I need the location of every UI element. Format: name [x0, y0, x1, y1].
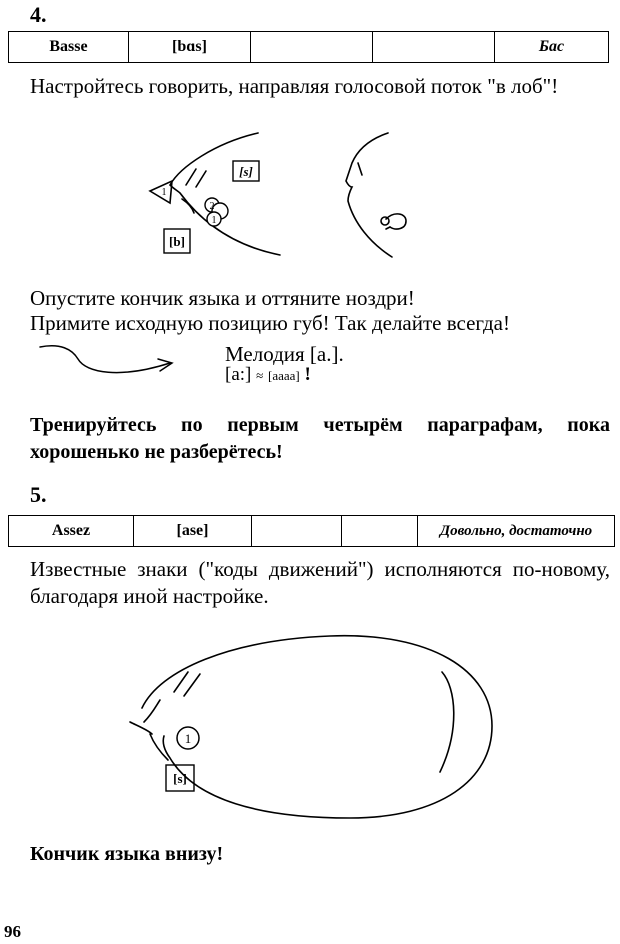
- word-cell: Assez: [9, 516, 134, 547]
- table-row: [9, 32, 609, 63]
- melody-bang: !: [304, 364, 311, 385]
- transcription-cell: [bɑs]: [129, 32, 251, 63]
- articulation-diagram-1: [130, 125, 450, 270]
- transcription-cell: [ase]: [134, 516, 252, 547]
- section-4-table: [8, 31, 609, 63]
- label-s: [s]: [239, 164, 253, 179]
- tongue-note: Кончик языка внизу!: [30, 843, 224, 865]
- empty-cell: [252, 516, 342, 547]
- curl-dot: [381, 217, 389, 225]
- marker-1: 1: [161, 187, 167, 198]
- section-5-instruction: Известные знаки ("коды движений") исполняются по-новому, благодаря иной настройке.: [30, 557, 610, 608]
- melody-arrow: [30, 335, 190, 385]
- melody-seq: [aaaa]: [268, 368, 300, 383]
- melody-long: [a:]: [225, 364, 252, 385]
- marker-1: 1: [184, 731, 192, 746]
- translation-cell: Бас: [495, 32, 609, 63]
- empty-cell: [342, 516, 418, 547]
- melody-approx: ≈: [256, 368, 264, 383]
- melody-title: Мелодия [a.].: [225, 342, 344, 366]
- marker-2: 2: [209, 201, 215, 212]
- section-5-table: [8, 515, 615, 547]
- section-4-number: 4.: [30, 2, 47, 27]
- training-note: Тренируйтесь по первым четырём параграфам, пока хорошенько не разберётесь!: [30, 414, 610, 463]
- instruction-tongue: Опустите кончик языка и оттяните ноздри!: [30, 286, 415, 310]
- section-5-number: 5.: [30, 482, 47, 507]
- articulation-diagram-2: [120, 630, 500, 830]
- head-contour-right: [346, 133, 392, 257]
- section-4-instruction: Настройтесь говорить, направляя голосовой поток "в лоб"!: [30, 74, 559, 98]
- marker-1b: 1: [211, 215, 217, 226]
- instruction-lips: Примите исходную позицию губ! Так делайте всегда!: [30, 311, 510, 335]
- table-row: [9, 516, 615, 547]
- melody-formula: [225, 363, 311, 388]
- label-b: [b]: [169, 234, 185, 249]
- page-number: 96: [4, 922, 21, 941]
- empty-cell: [251, 32, 373, 63]
- label-s: [s]: [173, 771, 187, 786]
- head-contour-left: [170, 133, 280, 255]
- translation-cell: Довольно, достаточно: [418, 516, 615, 547]
- word-cell: Basse: [9, 32, 129, 63]
- empty-cell: [373, 32, 495, 63]
